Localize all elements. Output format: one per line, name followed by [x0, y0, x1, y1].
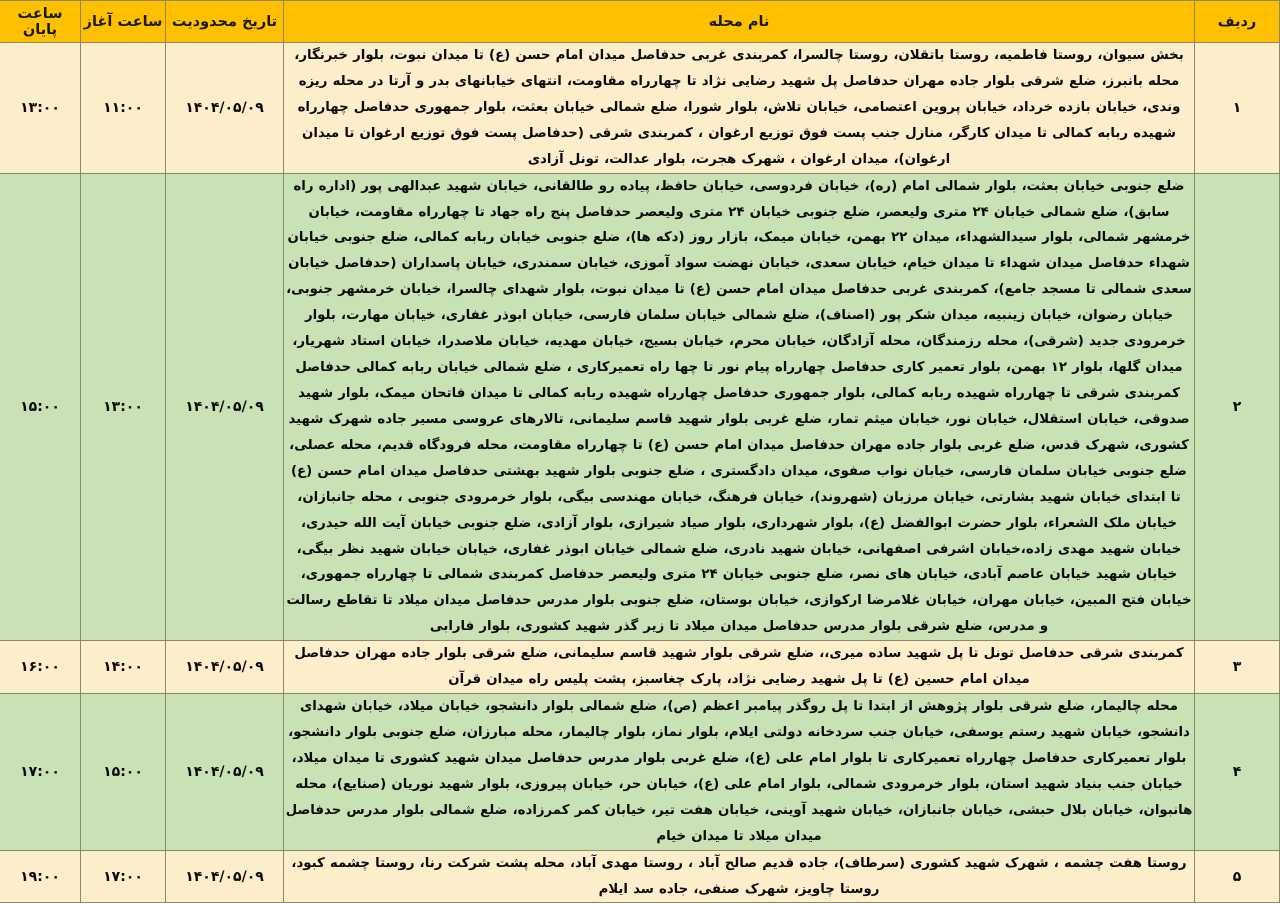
cell-restriction-date: ۱۴۰۴/۰۵/۰۹ [166, 43, 284, 174]
cell-restriction-date: ۱۴۰۴/۰۵/۰۹ [166, 173, 284, 641]
cell-restriction-date: ۱۴۰۴/۰۵/۰۹ [166, 694, 284, 851]
column-header-start-time: ساعت آغاز [81, 1, 166, 43]
table-row [0, 641, 1280, 694]
cell-row-index: ۴ [1195, 694, 1280, 851]
cell-neighborhood-name: ضلع جنوبی خیابان بعثت، بلوار شمالی امام (ره)، خیابان فردوسی، خیابان حافظ، پیاده رو طالقانی، خیابان شهید عبدالهی پور (اداره راه سابق)، ضلع شمالی خیابان ۲۴ متری ولیعصر، ضلع جنوبی خیابان ۲۴ متری ولیعصر حدفاصل پنج راه جهاد تا چهارراه مقاومت، خیابان خرمشهر شمالی، بلوار سیدالشهداء، میدان ۲۲ بهمن، خیابان میمک، بازار روز (دکه ها)، ضلع جنوبی خیابان ربابه کمالی، ضلع جنوبی خیابان شهداء حدفاصل میدان شهداء تا میدان خیام، خیابان سعدی، خیابان نهضت سواد آموزی، خیابان سمندری، خیابان پاسداران (حدفاصل خیابان سعدی شمالی تا مسجد جامع)، کمربندی غربی حدفاصل میدان امام حسن (ع) تا میدان نبوت، بلوار شهدای چالسرا، خیابان خرمشهر جنوبی، خیابان رضوان، خیابان زینبیه، میدان شکر پور (اصناف)، ضلع شمالی خیابان سلمان فارسی، خیابان ابوذر غفاری، خیابان مهارت، بلوار خرمرودی جدید (شرقی)، محله رزمندگان، محله آزادگان، خیابان محرم، خیابان بسیج، خیابان مهدیه، خیابان ملاصدرا، خیابان استاد شهریار، میدان گلها، بلوار ۱۲ بهمن، بلوار تعمیر کاری حدفاصل چهارراه پیام نور تا چها راه تعمیرکاری ، ضلع شمالی خیابان ربابه کمالی حدفاصل کمربندی شرقی تا چهارراه شهیده ربابه کمالی، بلوار جمهوری حدفاصل چهارراه شهیده ربابه کمالی تا میدان فاتحان میمک، بلوار شهید صدوقی، خیابان استقلال، خیابان نور، خیابان میثم تمار، ضلع غربی بلوار شهید قاسم سلیمانی، تالارهای عروسی مسیر جاده شهرک شهید کشوری، شهرک قدس، ضلع غربی بلوار جاده مهران حدفاصل میدان امام حسن (ع) تا چهارراه مقاومت، محله فرودگاه قدیم، محله عصلی، ضلع جنوبی خیابان سلمان فارسی، خیابان نواب صفوی، میدان دادگستری ، ضلع جنوبی بلوار شهید بهشتی حدفاصل میدان امام حسن (ع) تا ابتدای خیابان شهید بشارتی، خیابان مرزبان (شهروند)، خیابان فرهنگ، خیابان مهندسی بیگی، بلوار خرمرودی جنوبی ، محله جانبازان، خیابان ملک الشعراء، بلوار حضرت ابوالفضل (ع)، بلوار شهرداری، بلوار صیاد شیرازی، بلوار آزادی، ضلع جنوبی خیابان آیت الله حیدری، خیابان شهید مهدی زاده،خیابان اشرفی اصفهانی، خیابان شهید نادری، ضلع شمالی خیابان ابوذر غفاری، خیابان خیابان شهید نظر بیگی، خیابان شهید خیابان عاصم آبادی، خیابان های نصر، ضلع جنوبی خیابان ۲۴ متری ولیعصر حدفاصل کمربندی شمالی تا چهارراه جمهوری، خیابان فتح المبین، خیابان مهران، خیابان غلامرضا ارکوازی، خیابان بوستان، ضلع جنوبی بلوار مدرس حدفاصل میدان میلاد تا تقاطع رسالت و مدرس، ضلع شرقی بلوار مدرس حدفاصل میدان میلاد تا زیر گذر شهید کشوری، بلوار فارابی [284, 173, 1195, 641]
table-header-row [0, 1, 1280, 43]
cell-end-time: ۱۵:۰۰ [0, 173, 81, 641]
cell-neighborhood-name: محله چالیمار، ضلع شرقی بلوار پژوهش از ابتدا تا پل روگذر پیامبر اعظم (ص)، ضلع شمالی بلوار دانشجو، خیابان میلاد، خیابان شهدای دانشجو، خیابان شهید رستم یوسفی، خیابان جنب سردخانه دولتی ایلام، بلوار نماز، بلوار چالیمار، محله مبارزان، ضلع جنوبی بلوار دانشجو، بلوار تعمیرکاری حدفاصل چهارراه تعمیرکاری تا بلوار امام علی (ع)، ضلع غربی بلوار مدرس حدفاصل میدان شهید کشوری تا میدان میلاد، خیابان جنب بنیاد شهید استان، بلوار خرمرودی شمالی، بلوار امام علی (ع)، خیابان حر، خیابان پیروزی، بلوار شهید نوریان (صنایع)، محله هانبوان، خیابان بلال حبشی، خیابان جانبازان، خیابان شهید آوینی، خیابان هفت تیر، خیابان کمر کمرزاده، ضلع شمالی بلوار مدرس حدفاصل میدان میلاد تا میدان خیام [284, 694, 1195, 851]
column-header-restriction-date: تاریخ محدودیت [166, 1, 284, 43]
cell-neighborhood-name: روستا هفت چشمه ، شهرک شهید کشوری (سرطاف)، جاده قدیم صالح آباد ، روستا مهدی آباد، محله پشت شرکت رنا، روستا چشمه کبود، روستا چاویز، شهرک صنفی، جاده سد ایلام [284, 850, 1195, 903]
cell-restriction-date: ۱۴۰۴/۰۵/۰۹ [166, 850, 284, 903]
cell-end-time: ۱۷:۰۰ [0, 694, 81, 851]
cell-row-index: ۲ [1195, 173, 1280, 641]
cell-row-index: ۱ [1195, 43, 1280, 174]
cell-row-index: ۳ [1195, 641, 1280, 694]
table-header [0, 1, 1280, 43]
column-header-row-index: ردیف [1195, 1, 1280, 43]
cell-neighborhood-name: کمربندی شرقی حدفاصل تونل تا پل شهید ساده میری،، ضلع شرقی بلوار شهید قاسم سلیمانی، ضلع شرقی بلوار جاده مهران حدفاصل میدان امام حسین (ع) تا پل شهید رضایی نژاد، پارک چغاسبز، پشت پلیس راه میدان قرآن [284, 641, 1195, 694]
column-header-end-time: ساعت پایان [0, 1, 81, 43]
cell-row-index: ۵ [1195, 850, 1280, 903]
cell-start-time: ۱۴:۰۰ [81, 641, 166, 694]
column-header-neighborhood-name: نام محله [284, 1, 1195, 43]
cell-end-time: ۱۶:۰۰ [0, 641, 81, 694]
cell-end-time: ۱۳:۰۰ [0, 43, 81, 174]
table-row [0, 694, 1280, 851]
cell-end-time: ۱۹:۰۰ [0, 850, 81, 903]
cell-start-time: ۱۵:۰۰ [81, 694, 166, 851]
cell-restriction-date: ۱۴۰۴/۰۵/۰۹ [166, 641, 284, 694]
cell-start-time: ۱۱:۰۰ [81, 43, 166, 174]
table-row [0, 173, 1280, 641]
table-row [0, 43, 1280, 174]
table-row [0, 850, 1280, 903]
cell-neighborhood-name: بخش سیوان، روستا فاطمیه، روستا باتقلان، روستا چالسرا، کمربندی غربی حدفاصل میدان امام حسن (ع) تا میدان نبوت، بلوار خبرنگار، محله بانبرز، ضلع شرقی بلوار جاده مهران حدفاصل پل شهید رضایی نژاد تا چهارراه مقاومت، انتهای خیابانهای بدر و آرتا در محله ریزه وندی، خیابان بازده خرداد، خیابان پروین اعتصامی، خیابان تلاش، بلوار شورا، ضلع شمالی خیابان بعثت، بلوار جمهوری حدفاصل چهارراه شهیده ربابه کمالی تا میدان کارگر، منازل جنب پست فوق توزیع ارغوان ، کمربندی شرقی (حدفاصل پست فوق توزیع ارغوان تا میدان ارغوان)، میدان ارغوان ، شهرک هجرت، بلوار عدالت، تونل آزادی [284, 43, 1195, 174]
cell-start-time: ۱۳:۰۰ [81, 173, 166, 641]
table-body [0, 43, 1280, 903]
cell-start-time: ۱۷:۰۰ [81, 850, 166, 903]
